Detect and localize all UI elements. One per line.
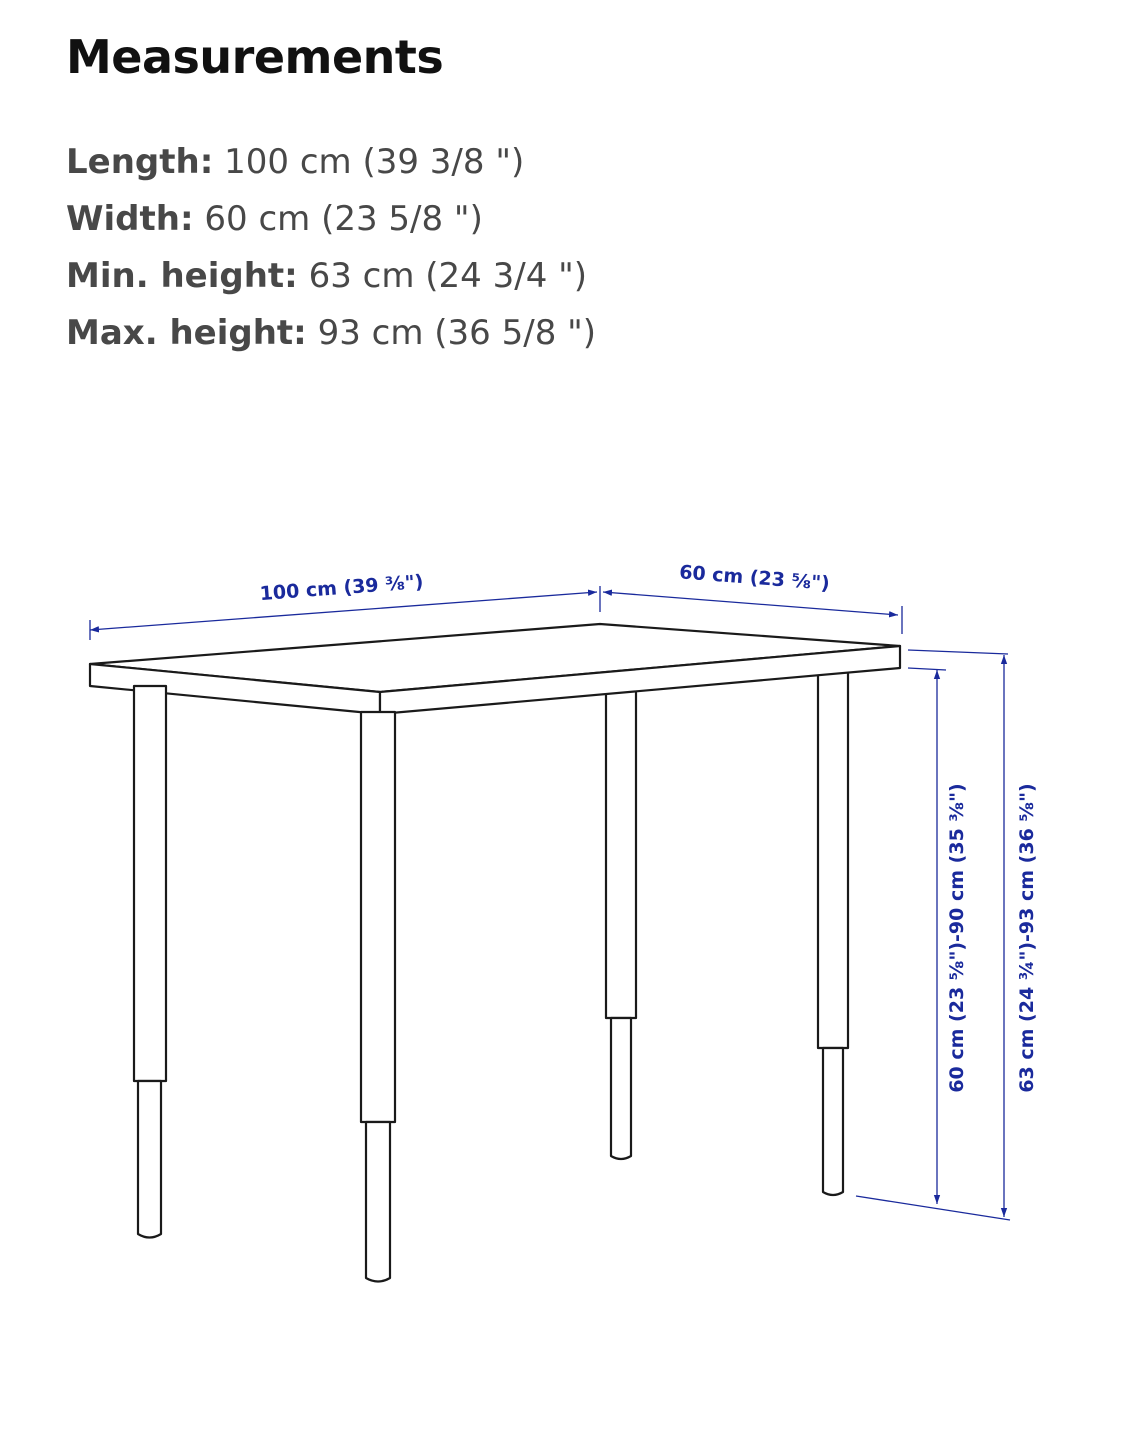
width-value: 60 cm (23 5/8 "): [193, 199, 483, 239]
page-title: Measurements: [66, 30, 444, 84]
max-height-value: 93 cm (36 5/8 "): [306, 313, 597, 353]
total-height-dimension-label: 63 cm (24 ¾")-93 cm (36 ⅝"): [1016, 783, 1038, 1093]
min-height-label: Min. height:: [66, 256, 298, 296]
front-middle-leg: [361, 712, 395, 1282]
leg-height-dimension-label: 60 cm (23 ⅝")-90 cm (35 ⅜"): [946, 783, 968, 1093]
tabletop: [90, 624, 900, 714]
width-spec: [66, 191, 596, 248]
back-right-leg: [818, 668, 848, 1195]
width-dimension-label: 60 cm (23 ⅝"): [678, 561, 831, 595]
length-dimension-label: 100 cm (39 ⅜"): [258, 570, 425, 606]
back-middle-leg: [606, 688, 636, 1159]
max-height-spec: [66, 305, 596, 362]
min-height-value: 63 cm (24 3/4 "): [297, 256, 588, 296]
length-label: Length:: [66, 142, 214, 182]
table-drawing: [90, 624, 900, 1282]
length-spec: [66, 134, 596, 191]
front-left-leg: [134, 686, 166, 1238]
length-value: 100 cm (39 3/8 "): [213, 142, 525, 182]
measurement-list: [66, 134, 596, 362]
table-dimension-diagram: [0, 520, 1127, 1320]
width-label: Width:: [66, 199, 194, 239]
min-height-spec: [66, 248, 596, 305]
max-height-label: Max. height:: [66, 313, 307, 353]
